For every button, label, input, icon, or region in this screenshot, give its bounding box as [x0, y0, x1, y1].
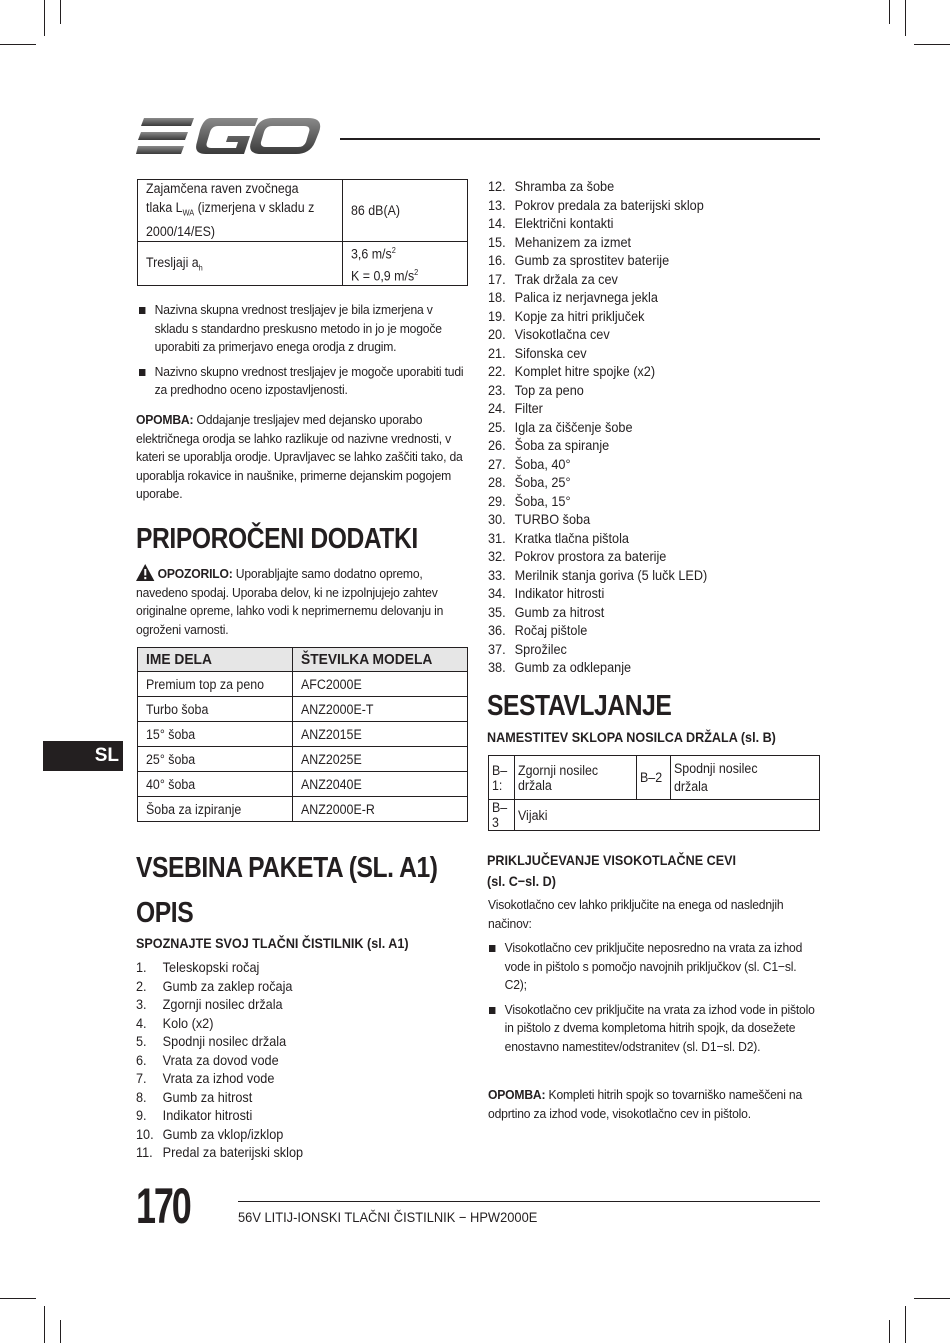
item-number: 34. [488, 586, 506, 601]
list-item [136, 1015, 303, 1034]
part-name: Premium top za peno [146, 676, 265, 692]
item-number: 5. [136, 1034, 147, 1049]
header-text: IME DELA [146, 651, 212, 668]
model-number: ANZ2025E [301, 751, 362, 767]
model-number: ANZ2040E [301, 776, 362, 792]
crop-mark [905, 0, 906, 36]
list-item [488, 382, 707, 401]
list-item [136, 1089, 303, 1108]
item-label: Električni kontakti [514, 216, 614, 231]
warning-triangle-icon [136, 564, 154, 581]
table-row [138, 697, 468, 722]
item-label: Kopje za hitri priključek [514, 308, 645, 324]
accessories-heading: PRIPOROČENI DODATKI [136, 523, 418, 555]
note-label: OPOMBA: [136, 412, 194, 427]
list-item [488, 604, 707, 623]
list-item [488, 178, 707, 197]
item-label: Sprožilec [514, 641, 567, 657]
item-number: 26. [488, 438, 506, 453]
item-number: 29. [488, 493, 506, 509]
item-number: 31. [488, 530, 506, 546]
item-label: Šoba, 15° [514, 493, 571, 509]
item-label: Kratka tlačna pištola [514, 530, 629, 546]
item-number: 10. [136, 1126, 154, 1142]
part-name: Šoba za izpiranje [146, 801, 242, 817]
part-name: 40° šoba [146, 776, 196, 792]
list-item [136, 996, 303, 1015]
assembly-heading: SESTAVLJANJE [487, 690, 672, 722]
note-text: Kompleti hitrih spojk so tovarniško nameščeni na odprtino za izhod vode, visokotlačno cev in pištolo. [488, 1087, 803, 1121]
item-label: Indikator hitrosti [162, 1108, 253, 1123]
table-cell [293, 747, 468, 772]
item-number: 9. [136, 1108, 147, 1123]
hose-subheading-figref: (sl. C−sl. D) [487, 873, 556, 889]
list-item [488, 345, 707, 364]
part-name: Turbo šoba [146, 701, 209, 717]
column-header [293, 648, 468, 672]
ego-logo [136, 116, 322, 163]
list-item [488, 641, 707, 660]
item-label: Vrata za dovod vode [162, 1052, 279, 1068]
label-subscript: WA [182, 208, 195, 218]
item-number: 35. [488, 604, 506, 620]
table-row [138, 180, 468, 242]
label-text: Tresljaji a [146, 254, 199, 270]
list-item [488, 493, 707, 512]
part-name: 25° šoba [146, 751, 196, 767]
sound-pressure-value [343, 180, 468, 242]
list-item [488, 567, 707, 586]
header-rule [340, 138, 820, 140]
item-number: 28. [488, 475, 506, 490]
item-number: 16. [488, 253, 506, 268]
value-text: 3,6 m/s [351, 246, 392, 262]
item-label: Gumb za hitrost [162, 1089, 253, 1105]
hose-subheading: PRIKLJUČEVANJE VISOKOTLAČNE CEVI [487, 852, 737, 868]
table-header-row [138, 648, 468, 672]
item-label: Merilnik stanja goriva (5 lučk LED) [514, 567, 708, 583]
sound-pressure-label [138, 180, 343, 242]
list-item [488, 456, 707, 475]
footer-title: 56V LITIJ-IONSKI TLAČNI ČISTILNIK − HPW2000E [238, 1209, 538, 1225]
table-row [138, 722, 468, 747]
parts-list-left [136, 959, 303, 1163]
list-item [136, 1070, 303, 1089]
list-item [488, 585, 707, 604]
bullet-text: Visokotlačno cev priključite na vrata za izhod vode in pištolo in pištolo z dvema kompletoma hitrih spojk, da dosežete enostavno namestitev/odstranitev (sl. D1−sl. D2). [504, 1001, 815, 1054]
table-row [489, 756, 820, 800]
part-code: B–3 [492, 800, 508, 830]
item-label: Teleskopski ročaj [162, 960, 260, 975]
list-item [488, 419, 707, 438]
bullet-text: Nazivna skupna vrednost tresljajev je bila izmerjena v skladu s standardno preskusno metodo in jo je mogoče uporabiti za primerjavo enega orodja z drugim. [154, 302, 442, 354]
package-contents-heading: VSEBINA PAKETA (SL. A1) [136, 852, 438, 884]
item-label: Gumb za hitrost [514, 604, 605, 620]
crop-mark [60, 0, 61, 24]
item-number: 37. [488, 641, 506, 657]
bullet-square-icon [139, 369, 145, 376]
item-number: 2. [136, 978, 147, 994]
vibration-note [136, 411, 467, 504]
table-cell [637, 756, 671, 800]
list-item [136, 1144, 303, 1163]
table-cell [515, 756, 637, 800]
table-cell [138, 722, 293, 747]
item-number: 27. [488, 456, 506, 472]
item-number: 21. [488, 345, 506, 361]
vibration-bullets [139, 301, 499, 400]
model-number: ANZ2000E-R [301, 801, 375, 817]
crop-mark [889, 0, 890, 24]
item-label: Gumb za sprostitev baterije [514, 253, 670, 268]
item-number: 25. [488, 419, 506, 435]
crop-mark [44, 1306, 45, 1343]
label-text: (izmerjena v skladu z 2000/14/ES) [146, 199, 315, 239]
crop-mark [914, 44, 950, 45]
language-tab [43, 741, 123, 771]
item-label: Zgornji nosilec držala [162, 997, 283, 1012]
item-label: Šoba, 25° [514, 475, 571, 490]
item-label: Pokrov predala za baterijski sklop [514, 197, 704, 213]
item-number: 19. [488, 308, 506, 324]
table-cell [293, 697, 468, 722]
item-number: 11. [136, 1145, 153, 1160]
table-cell [515, 800, 820, 831]
item-number: 30. [488, 512, 506, 527]
noise-vibration-table [137, 179, 468, 286]
list-item [488, 400, 707, 419]
list-item [136, 978, 303, 997]
footer-rule [238, 1201, 820, 1202]
item-number: 24. [488, 401, 506, 416]
bullet-square-icon [489, 1007, 495, 1014]
item-label: Vrata za izhod vode [162, 1071, 275, 1086]
list-item [136, 1052, 303, 1071]
table-row [489, 800, 820, 831]
bullet-square-icon [139, 307, 145, 314]
list-item [136, 1126, 303, 1145]
item-label: Gumb za vklop/izklop [162, 1126, 284, 1142]
value-superscript: 2 [414, 267, 419, 277]
item-label: Gumb za odklepanje [514, 660, 632, 675]
part-label: Spodnji nosilec držala [674, 760, 758, 794]
description-heading: OPIS [136, 897, 194, 929]
list-item [488, 474, 707, 493]
page-number: 170 [136, 1178, 190, 1234]
hose-intro: Visokotlačno cev lahko priključite na enega od naslednjih načinov: [488, 897, 784, 931]
crop-mark [0, 44, 36, 45]
list-item [488, 271, 707, 290]
model-number: ANZ2015E [301, 726, 362, 742]
crop-mark [889, 1320, 890, 1343]
table-cell [138, 797, 293, 822]
crop-mark [905, 1306, 906, 1343]
list-item [488, 234, 707, 253]
item-number: 18. [488, 290, 506, 305]
item-number: 4. [136, 1015, 147, 1031]
item-label: Mehanizem za izmet [514, 234, 632, 250]
parts-list-right [488, 178, 707, 678]
ego-logo-mark [136, 116, 322, 158]
list-item [488, 511, 707, 530]
holder-parts-table [488, 755, 820, 831]
list-item [488, 363, 707, 382]
table-row [138, 797, 468, 822]
list-item [488, 659, 707, 678]
item-number: 38. [488, 660, 506, 675]
table-cell [671, 756, 820, 800]
item-label: Šoba, 40° [514, 456, 571, 472]
list-item [488, 437, 707, 456]
crop-mark [44, 0, 45, 36]
part-label: Vijaki [518, 807, 548, 823]
warning-text: Uporabljajte samo dodatno opremo, navedeno spodaj. Uporaba delov, ki ne izpolnjujejo zahtev originalne opreme, lahko vodi k neprimernemu delovanju in ogroženi varnosti. [136, 566, 444, 637]
part-label: Zgornji nosilec držala [518, 762, 599, 793]
description-subheading: SPOZNAJTE SVOJ TLAČNI ČISTILNIK (sl. A1) [136, 935, 409, 951]
note-label: OPOMBA: [488, 1087, 546, 1102]
part-code: B–1: [492, 762, 508, 793]
item-number: 14. [488, 216, 506, 231]
table-cell [293, 722, 468, 747]
item-label: Visokotlačna cev [514, 327, 610, 342]
bullet-item [139, 363, 470, 400]
item-number: 17. [488, 271, 506, 287]
item-label: Igla za čiščenje šobe [514, 419, 633, 435]
item-number: 3. [136, 997, 147, 1012]
list-item [488, 548, 707, 567]
item-number: 32. [488, 549, 506, 564]
bullet-item [489, 939, 820, 995]
table-cell [293, 672, 468, 697]
item-number: 6. [136, 1052, 147, 1068]
label-text: Zajamčena raven zvočnega tlaka L [146, 181, 299, 215]
table-row [138, 747, 468, 772]
bullet-text: Visokotlačno cev priključite neposredno na vrata za izhod vode in pištolo s pomočjo navojnih priključkov (sl. C1−sl. C2); [504, 940, 803, 992]
table-cell [138, 772, 293, 797]
note-text: Oddajanje tresljajev med dejansko uporabo električnega orodja se lahko razlikuje od nazivne vrednosti, v kateri se uporablja orodje. Upravljavec se lahko zaščiti tako, da uporablja rokavice in naušnike, primerne dejanskim pogojem uporabe. [136, 412, 463, 501]
crop-mark [0, 1298, 36, 1299]
item-number: 13. [488, 197, 506, 213]
item-label: Predal za baterijski sklop [162, 1145, 304, 1160]
table-row [138, 672, 468, 697]
list-item [488, 197, 707, 216]
item-label: Top za peno [514, 382, 584, 398]
table-cell [489, 756, 515, 800]
list-item [136, 1033, 303, 1052]
table-cell [138, 672, 293, 697]
table-row [138, 772, 468, 797]
item-label: Filter [514, 401, 543, 416]
list-item [488, 252, 707, 271]
table-cell [138, 747, 293, 772]
list-item [488, 530, 707, 549]
item-label: Shramba za šobe [514, 179, 615, 194]
bullet-item [139, 301, 470, 357]
item-label: Sifonska cev [514, 345, 587, 361]
value-superscript: 2 [391, 246, 396, 256]
list-item [488, 215, 707, 234]
item-label: Pokrov prostora za baterije [514, 549, 667, 564]
column-header [138, 648, 293, 672]
warning-label: OPOZORILO: [157, 566, 233, 581]
bullet-text: Nazivno skupno vrednost tresljajev je mogoče uporabiti tudi za predhodno oceno izpostavljenosti. [154, 363, 464, 397]
language-code: SL [94, 745, 119, 766]
list-item [136, 959, 303, 978]
item-label: Trak držala za cev [514, 271, 618, 287]
bullet-square-icon [489, 945, 495, 952]
crop-mark [914, 1298, 950, 1299]
model-number: ANZ2000E-T [301, 701, 374, 717]
table-cell [489, 800, 515, 831]
accessories-table [137, 647, 468, 822]
item-label: Indikator hitrosti [514, 586, 605, 601]
part-code: B–2 [640, 770, 663, 785]
item-number: 1. [136, 960, 147, 975]
assembly-subheading: NAMESTITEV SKLOPA NOSILCA DRŽALA (sl. B) [487, 729, 776, 745]
vibration-label [138, 242, 343, 286]
item-number: 33. [488, 567, 506, 583]
vibration-value [343, 242, 468, 286]
list-item [488, 326, 707, 345]
bullet-item [489, 1001, 820, 1057]
item-number: 20. [488, 327, 506, 342]
value-text: K = 0,9 m/s [351, 268, 415, 284]
value-text: 86 dB(A) [351, 203, 401, 219]
table-row [138, 242, 468, 286]
item-number: 22. [488, 364, 506, 379]
item-number: 15. [488, 234, 506, 250]
accessories-warning [136, 564, 467, 639]
list-item [488, 289, 707, 308]
label-subscript: h [198, 263, 203, 273]
table-cell [138, 697, 293, 722]
item-number: 23. [488, 382, 506, 398]
list-item [488, 308, 707, 327]
item-label: Kolo (x2) [162, 1015, 214, 1031]
header-text: ŠTEVILKA MODELA [301, 651, 433, 668]
item-number: 8. [136, 1089, 147, 1105]
item-label: Gumb za zaklep ročaja [162, 978, 293, 994]
list-item [488, 622, 707, 641]
table-cell [293, 772, 468, 797]
table-cell [293, 797, 468, 822]
hose-note [488, 1086, 819, 1123]
model-number: AFC2000E [301, 676, 362, 692]
item-number: 12. [488, 179, 506, 194]
item-number: 7. [136, 1071, 147, 1086]
list-item [136, 1107, 303, 1126]
item-label: Komplet hitre spojke (x2) [514, 364, 656, 379]
part-name: 15° šoba [146, 726, 196, 742]
item-number: 36. [488, 623, 506, 638]
hose-bullets [489, 939, 849, 1056]
crop-mark [60, 1320, 61, 1343]
item-label: Palica iz nerjavnega jekla [514, 290, 658, 305]
item-label: Ročaj pištole [514, 623, 588, 638]
item-label: TURBO šoba [514, 512, 591, 527]
item-label: Šoba za spiranje [514, 438, 610, 453]
item-label: Spodnji nosilec držala [162, 1034, 287, 1049]
